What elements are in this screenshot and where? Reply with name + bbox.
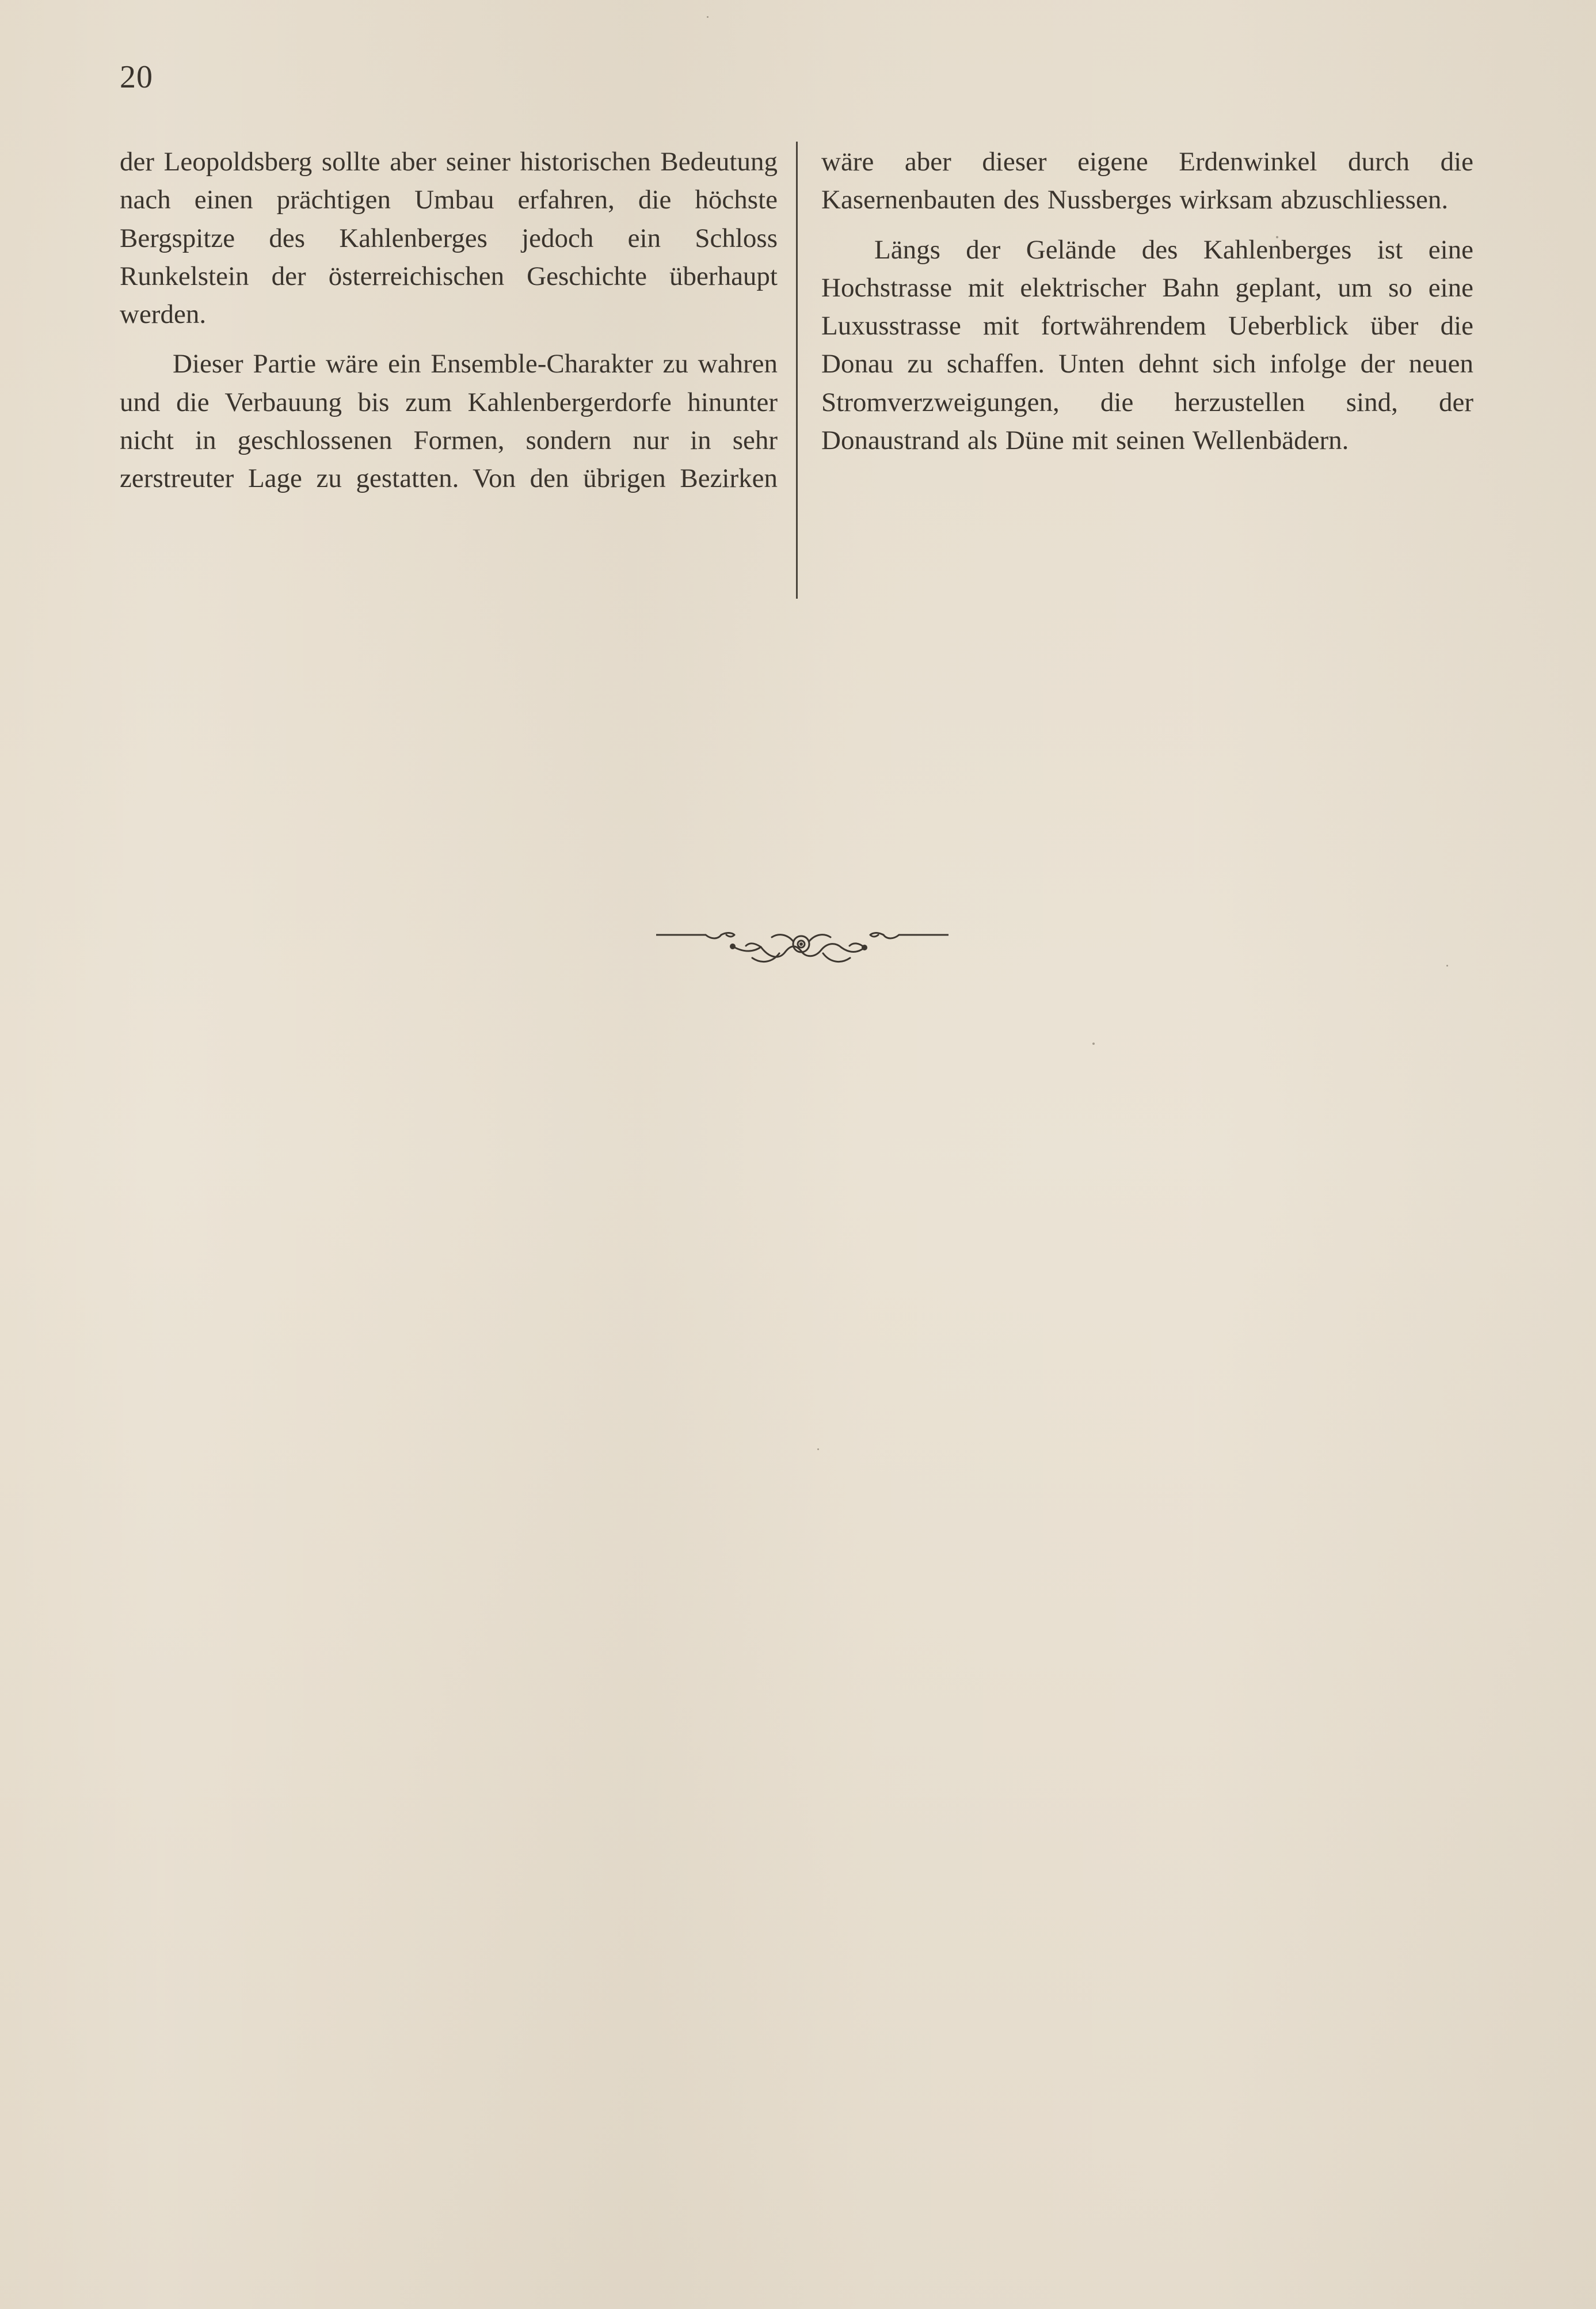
left-column: [120, 143, 778, 498]
paper-speck: [1446, 965, 1448, 967]
paper-speck: [1276, 236, 1278, 238]
column-divider: [796, 142, 798, 599]
left-paragraph-1: der Leopoldsberg sollte aber seiner historischen Bedeutung nach einen prächtigen Umbau erfahren, die höchste Bergspitze des Kahlenberges jedoch ein Schloss Runkelstein der österreichischen Geschichte überhaupt werden.: [120, 147, 778, 330]
right-paragraph-2: Längs der Gelände des Kahlenberges ist eine Hochstrasse mit elektrischer Bahn geplant, um so eine Luxusstrasse mit fortwährendem Ueberblick über die Donau zu schaffen. Unten dehnt sich infolge der neuen Stromverzweigungen, die herzustellen sind, der Donaustrand als Düne mit seinen Wellenbädern.: [821, 234, 1473, 456]
fleuron-ornament-icon: [656, 925, 949, 971]
paper-speck: [1092, 1043, 1095, 1045]
paper-speck: [707, 16, 709, 18]
left-paragraph-2: Dieser Partie wäre ein Ensemble-Charakter zu wahren und die Verbauung bis zum Kahlenbergerdorfe hinunter nicht in geschlossenen Formen, sondern nur in sehr zerstreuter Lage zu gestatten. Von den übrigen Bezirken: [120, 349, 778, 494]
paper-speck: [817, 1448, 819, 1450]
right-column: [821, 143, 1473, 459]
right-paragraph-1: wäre aber dieser eigene Erdenwinkel durch die Kasernenbauten des Nussberges wirksam abzuschliessen.: [821, 147, 1473, 215]
page-number: 20: [120, 59, 153, 95]
